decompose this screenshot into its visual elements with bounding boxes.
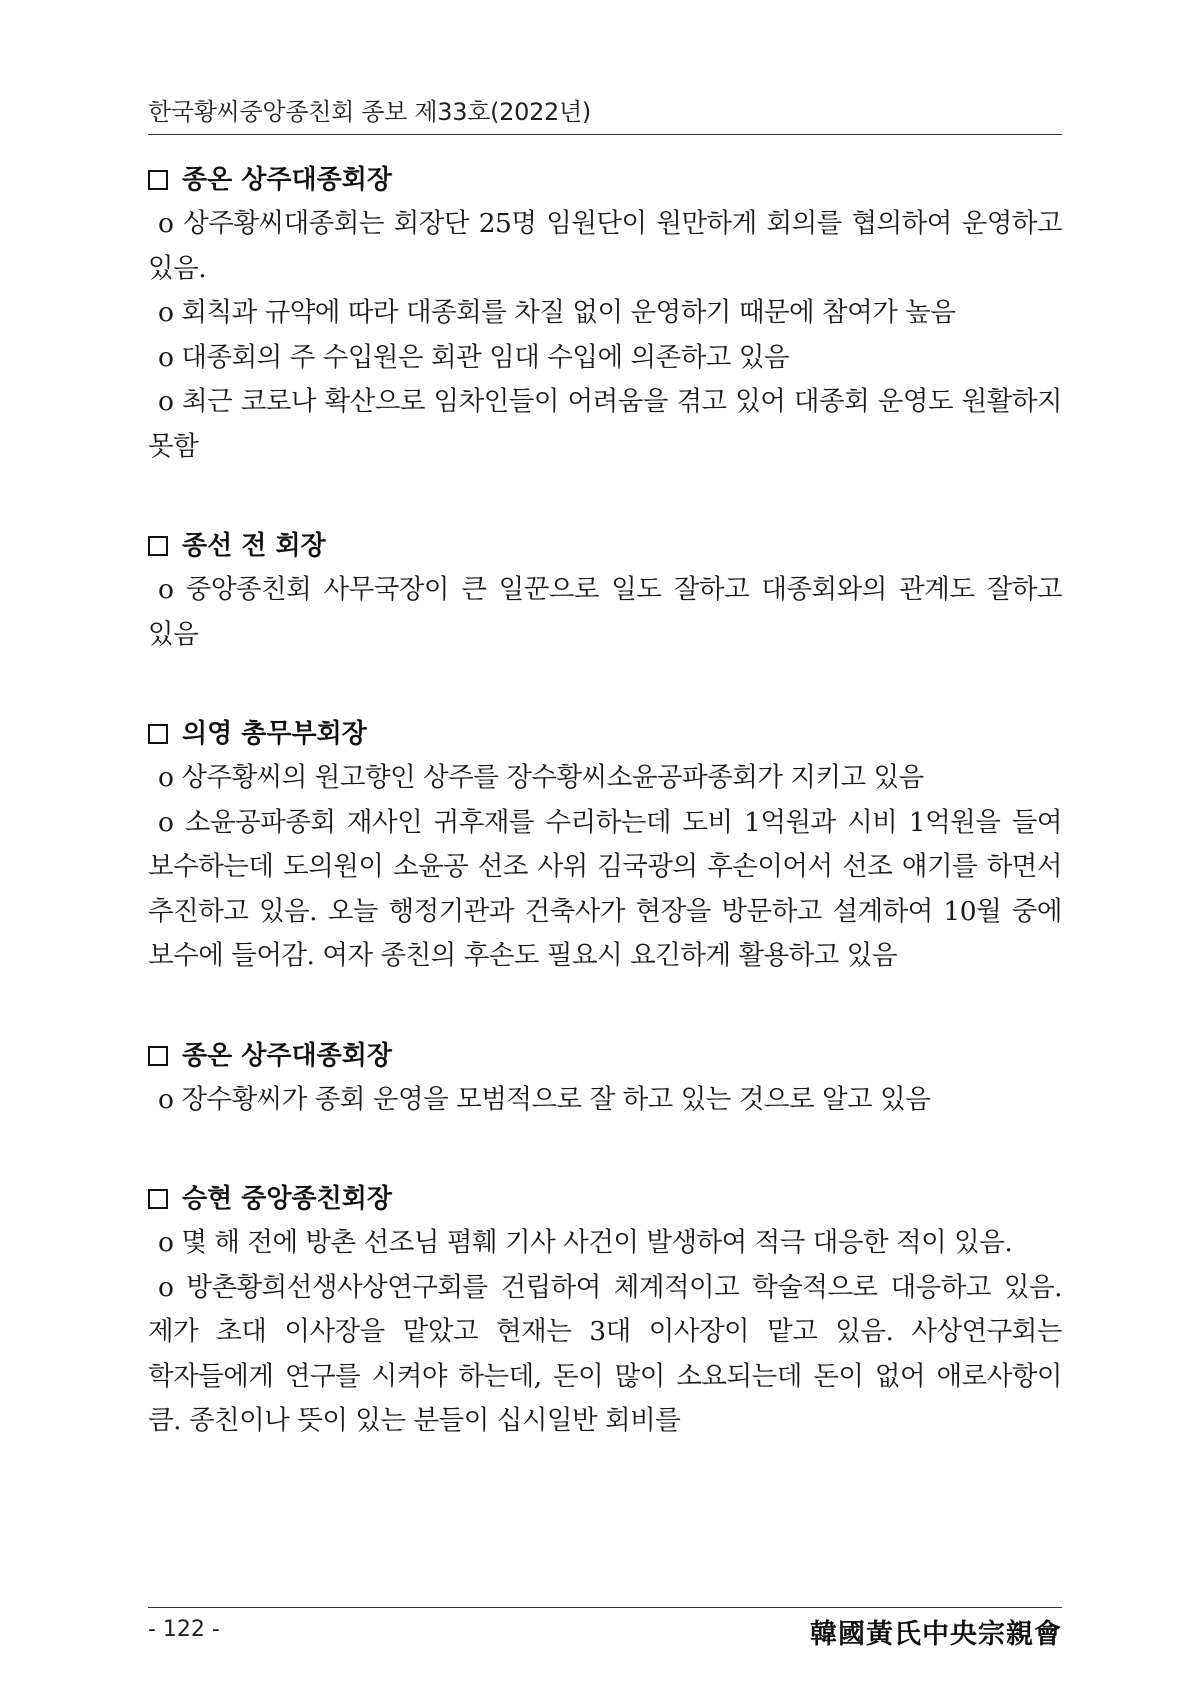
section-heading-text: 종선 전 회장 (182, 531, 326, 561)
section-heading-text: 종온 상주대종회장 (182, 165, 392, 195)
header-divider (148, 134, 1062, 135)
paragraph: o 상주황씨대종회는 회장단 25명 임원단이 원만하게 회의를 협의하여 운영하고 있음. (148, 208, 1062, 284)
section-jongon-1 (148, 158, 1062, 469)
checkbox-bullet-icon (148, 536, 168, 556)
organization-name: 韓國黃氏中央宗親會 (810, 1619, 1062, 1650)
section-seunghyeon (148, 1177, 1062, 1444)
paragraph: o 중앙종친회 사무국장이 큰 일꾼으로 일도 잘하고 대종회와의 관계도 잘하고 있음 (148, 574, 1062, 650)
paragraph: o 소윤공파종회 재사인 귀후재를 수리하는데 도비 1억원과 시비 1억원을 들여 보수하는데 도의원이 소윤공 선조 사위 김국광의 후손이어서 선조 얘기를 하면서 추진하고 있음. 오늘 행정기관과 건축사가 현장을 방문하고 설계하여 10월 중에 보수에 들어감. 여자 종친의 후손도 필요시 요긴하게 활용하고 있음 (148, 806, 1062, 971)
section-heading (148, 524, 1062, 568)
section-jongseon (148, 524, 1062, 657)
section-uiyeong (148, 712, 1062, 979)
section-heading (148, 712, 1062, 756)
paragraph: o 몇 해 전에 방촌 선조님 폄훼 기사 사건이 발생하여 적극 대응한 적이 있음. (158, 1227, 1013, 1258)
paragraph: o 최근 코로나 확산으로 임차인들이 어려움을 겪고 있어 대종회 운영도 원활하지 못함 (148, 386, 1062, 462)
checkbox-bullet-icon (148, 724, 168, 744)
document-body (148, 158, 1062, 1499)
section-heading (148, 1177, 1062, 1221)
paragraph: o 대종회의 주 수입원은 회관 임대 수입에 의존하고 있음 (158, 341, 790, 373)
paragraph: o 방촌황희선생사상연구회를 건립하여 체계적이고 학술적으로 대응하고 있음. 제가 초대 이사장을 맡았고 현재는 3대 이사장이 맡고 있음. 사상연구회는 학자들에게 연구를 시켜야 하는데, 돈이 많이 소요되는데 돈이 없어 애로사항이 큼. 종친이나 뜻이 있는 분들이 십시일반 회비를 (148, 1271, 1062, 1436)
page-header: 한국황씨중앙종친회 종보 제33호(2022년) (148, 98, 591, 126)
paragraph: o 장수황씨가 종회 운영을 모범적으로 잘 하고 있는 것으로 알고 있음 (158, 1083, 931, 1115)
paragraph: o 상주황씨의 원고향인 상주를 장수황씨소윤공파종회가 지키고 있음 (158, 762, 924, 793)
checkbox-bullet-icon (148, 1189, 168, 1209)
page-number: - 122 - (148, 1617, 220, 1642)
checkbox-bullet-icon (148, 170, 168, 190)
section-heading-text: 의영 총무부회장 (182, 719, 367, 749)
footer-divider (148, 1607, 1062, 1608)
checkbox-bullet-icon (148, 1046, 168, 1066)
section-heading (148, 158, 1062, 202)
paragraph: o 회칙과 규약에 따라 대종회를 차질 없이 운영하기 때문에 참여가 높음 (158, 297, 956, 328)
section-heading (148, 1034, 1062, 1078)
section-heading-text: 승현 중앙종친회장 (182, 1184, 392, 1214)
section-jongon-2 (148, 1034, 1062, 1123)
section-heading-text: 종온 상주대종회장 (182, 1040, 392, 1071)
